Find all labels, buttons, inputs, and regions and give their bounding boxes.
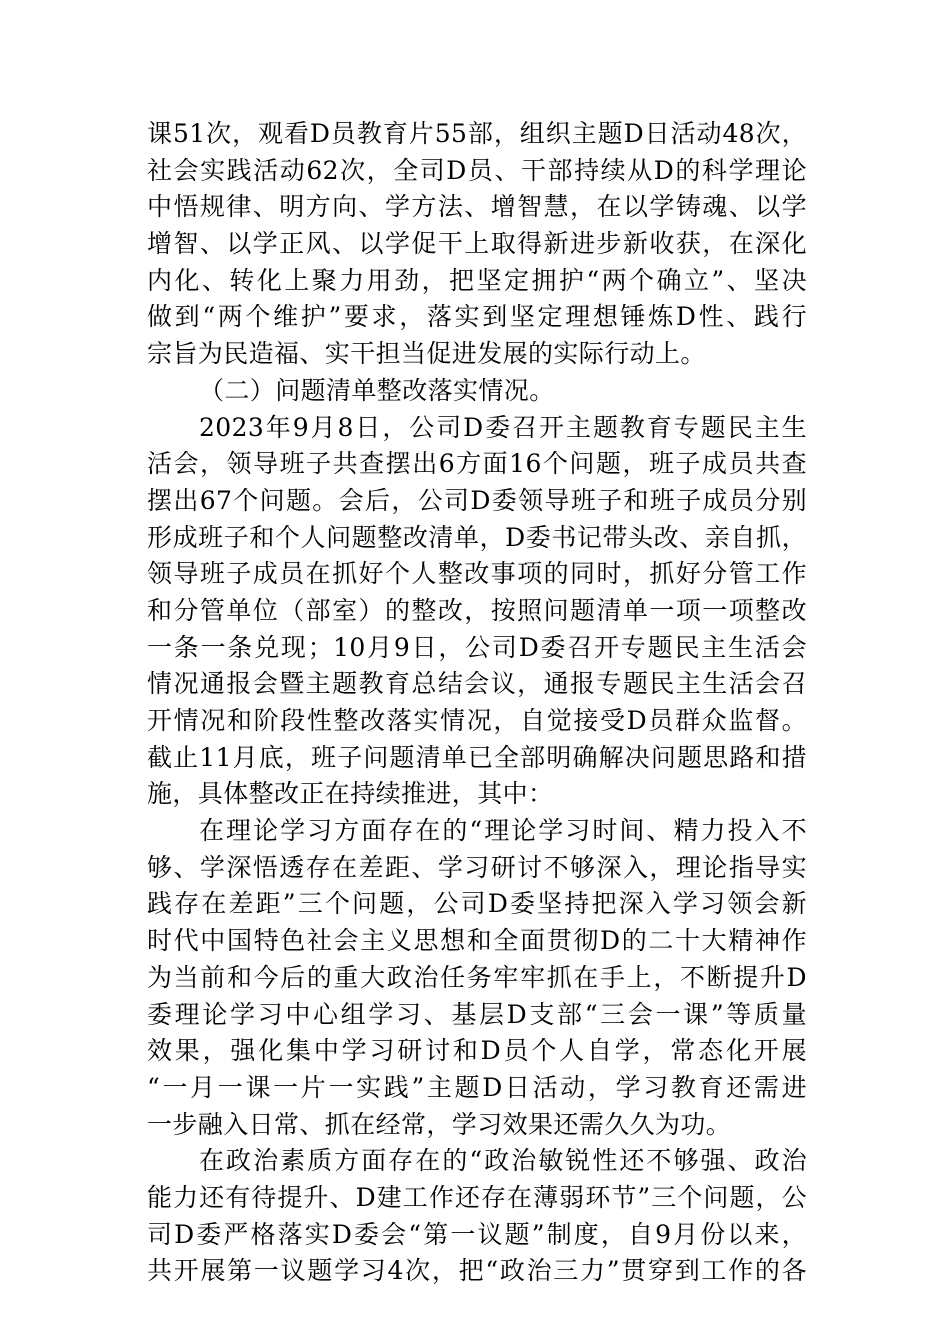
paragraph-line: 在理论学习方面存在的“理论学习时间、精力投入不 xyxy=(199,816,807,846)
paragraph-line: 情况通报会暨主题教育总结会议，通报专题民主生活会召 xyxy=(147,669,807,699)
paragraph-line: 共开展第一议题学习4次，把“政治三力”贯穿到工作的各 xyxy=(147,1256,807,1286)
paragraph-line: 2023年9月8日，公司D委召开主题教育专题民主生 xyxy=(199,412,807,442)
paragraph-line: 课51次，观看D员教育片55部，组织主题D日活动48次， xyxy=(147,119,807,148)
paragraph-line: 截止11月底，班子问题清单已全部明确解决问题思路和措 xyxy=(147,742,807,772)
paragraph-line: 中悟规律、明方向、学方法、增智慧，在以学铸魂、以学 xyxy=(147,192,807,222)
paragraph-line: 一条一条兑现；10月9日，公司D委召开专题民主生活会 xyxy=(147,632,807,662)
body-text xyxy=(147,116,807,1290)
paragraph-line: 形成班子和个人问题整改清单，D委书记带头改、亲自抓， xyxy=(147,522,807,552)
section-heading: （二）问题清单整改落实情况。 xyxy=(199,375,555,405)
paragraph-line: 效果，强化集中学习研讨和D员个人自学，常态化开展 xyxy=(147,1036,807,1066)
paragraph-line: 践存在差距”三个问题，公司D委坚持把深入学习领会新 xyxy=(147,889,807,919)
paragraph-line: 在政治素质方面存在的“政治敏锐性还不够强、政治 xyxy=(199,1146,807,1176)
paragraph-line: 一步融入日常、抓在经常，学习效果还需久久为功。 xyxy=(147,1109,732,1139)
paragraph-line: 够、学深悟透存在差距、学习研讨不够深入，理论指导实 xyxy=(147,852,807,882)
paragraph-line: 能力还有待提升、D建工作还存在薄弱环节”三个问题，公 xyxy=(147,1182,807,1212)
paragraph-line: 时代中国特色社会主义思想和全面贯彻D的二十大精神作 xyxy=(147,926,807,956)
paragraph-line: 宗旨为民造福、实干担当促进发展的实际行动上。 xyxy=(147,339,706,369)
paragraph-line: 做到“两个维护”要求，落实到坚定理想锤炼D性、践行 xyxy=(147,302,807,332)
paragraph-line: 和分管单位（部室）的整改，按照问题清单一项一项整改 xyxy=(147,595,807,625)
paragraph-line: 内化、转化上聚力用劲，把坚定拥护“两个确立”、坚决 xyxy=(147,265,807,295)
paragraph-line: 活会，领导班子共查摆出6方面16个问题，班子成员共查 xyxy=(147,449,807,479)
paragraph-line: 为当前和今后的重大政治任务牢牢抓在手上，不断提升D xyxy=(147,962,807,992)
paragraph-line: 摆出67个问题。会后，公司D委领导班子和班子成员分别 xyxy=(147,485,807,515)
paragraph-line: 增智、以学正风、以学促干上取得新进步新收获，在深化 xyxy=(147,229,807,259)
paragraph-line: 司D委严格落实D委会“第一议题”制度，自9月份以来， xyxy=(147,1219,807,1249)
paragraph-line: 委理论学习中心组学习、基层D支部“三会一课”等质量 xyxy=(147,999,807,1029)
paragraph-line: 施，具体整改正在持续推进，其中： xyxy=(147,779,554,809)
paragraph-line: 开情况和阶段性整改落实情况，自觉接受D员群众监督。 xyxy=(147,706,807,735)
paragraph-line: “一月一课一片一实践”主题D日活动，学习教育还需进 xyxy=(147,1072,807,1102)
paragraph-line: 社会实践活动62次，全司D员、干部持续从D的科学理论 xyxy=(147,155,807,185)
paragraph-line: 领导班子成员在抓好个人整改事项的同时，抓好分管工作 xyxy=(147,559,807,589)
